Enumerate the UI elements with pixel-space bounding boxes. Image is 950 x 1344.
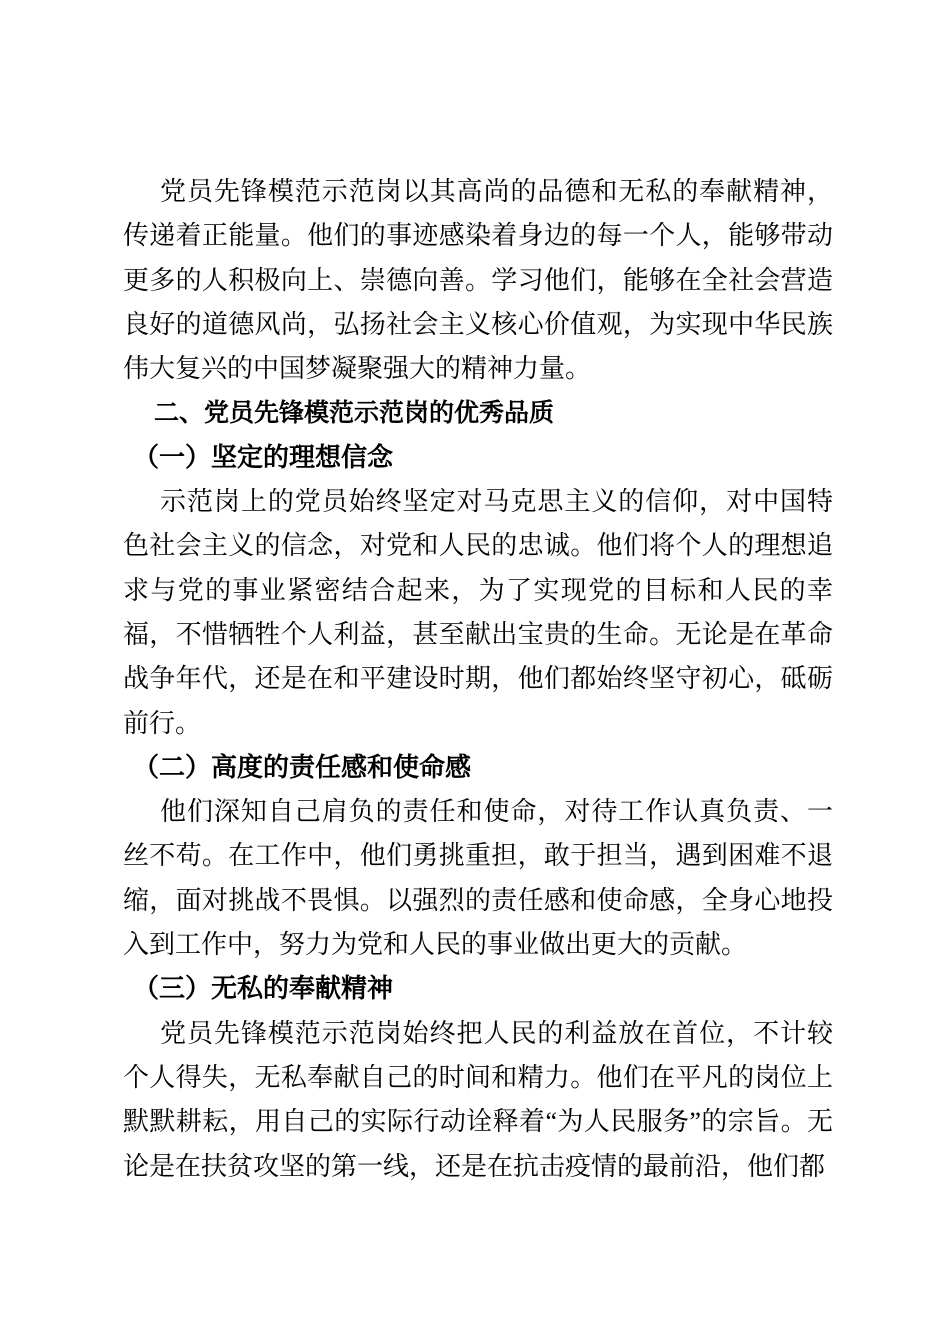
intro-paragraph: 党员先锋模范示范岗以其高尚的品德和无私的奉献精神，传递着正能量。他们的事迹感染着身边的每一个人，能够带动更多的人积极向上、崇德向善。学习他们，能够在全社会营造良好的道德风尚，弘扬社会主义核心价值观，为实现中华民族伟大复兴的中国梦凝聚强大的精神力量。 [123,177,833,384]
subsection-1-paragraph: 示范岗上的党员始终坚定对马克思主义的信仰，对中国特色社会主义的信念，对党和人民的忠诚。他们将个人的理想追求与党的事业紧密结合起来，为了实现党的目标和人民的幸福，不惜牺牲个人利益，甚至献出宝贵的生命。无论是在革命战争年代，还是在和平建设时期，他们都始终坚守初心，砥砺前行。 [123,487,833,738]
section-heading: 二、党员先锋模范示范岗的优秀品质 [154,399,555,428]
subsection-2-heading: （二）高度的责任感和使命感 [133,752,472,782]
document-text-block [123,170,833,1189]
subsection-3-heading: （三）无私的奉献精神 [133,974,394,1004]
subsection-2-paragraph: 他们深知自己肩负的责任和使命，对待工作认真负责、一丝不苟。在工作中，他们勇挑重担，敢于担当，遇到困难不退缩，面对挑战不畏惧。以强烈的责任感和使命感，全身心地投入到工作中，努力为党和人民的事业做出更大的贡献。 [123,797,833,960]
subsection-3-paragraph: 党员先锋模范示范岗始终把人民的利益放在首位，不计较个人得失，无私奉献自己的时间和精力。他们在平凡的岗位上默默耕耘，用自己的实际行动诠释着“为人民服务”的宗旨。无论是在扶贫攻坚的第一线，还是在抗击疫情的最前沿，他们都 [123,1018,833,1181]
subsection-1-heading: （一）坚定的理想信念 [133,442,394,472]
